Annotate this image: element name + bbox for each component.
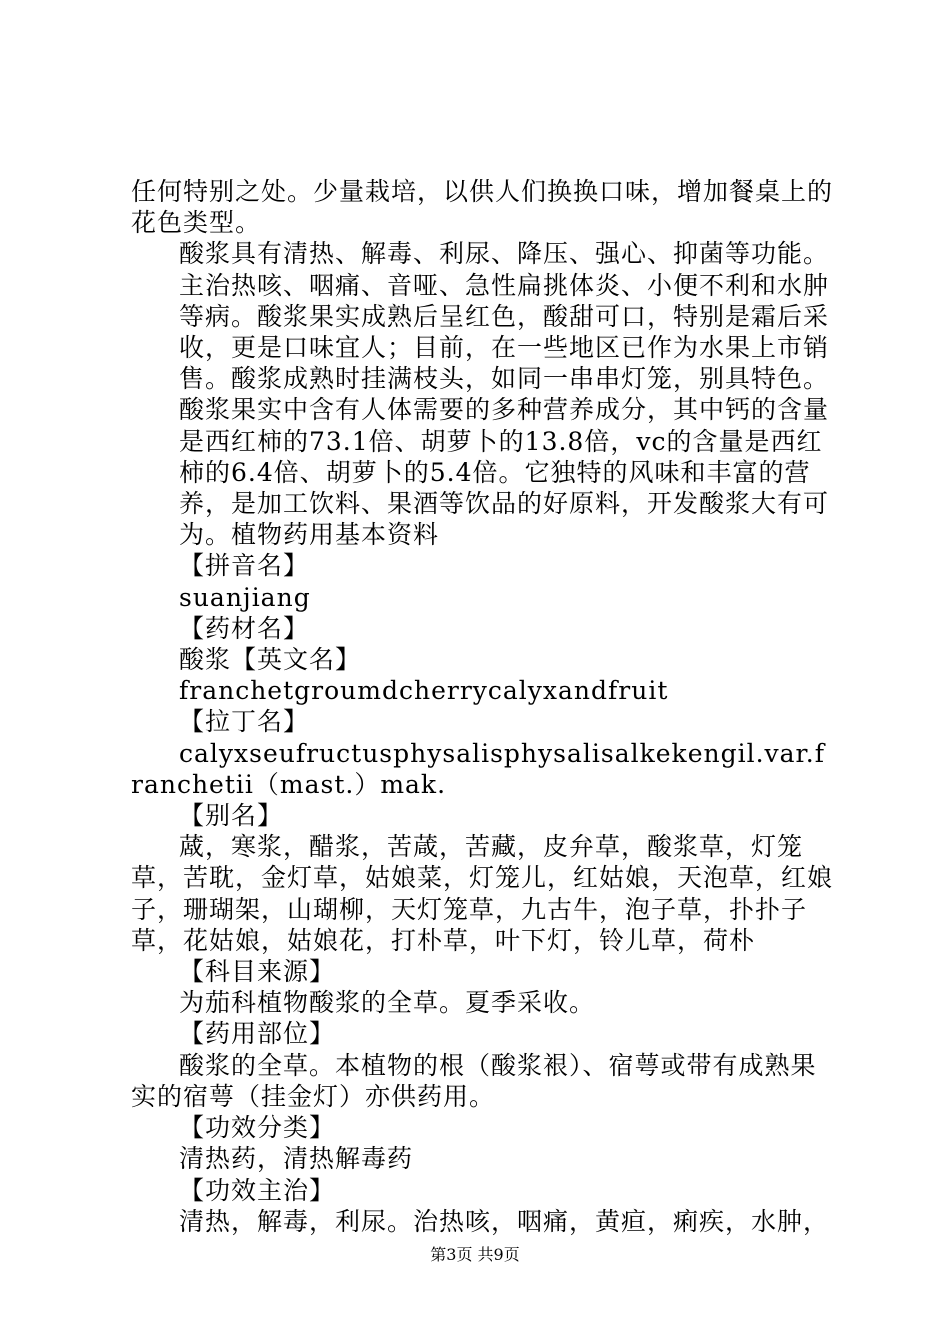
herb-name-english-heading: 酸浆【英文名】: [179, 645, 362, 675]
pinyin-value: suanjiang: [179, 582, 311, 612]
alias-value: 蒧，寒浆，醋浆，苦葴，苦藏，皮弁草，酸浆草，灯笼草，苦耽，金灯草，姑娘菜，灯笼儿，红姑娘，天泡草，红娘子，珊瑚架，山瑚柳，天灯笼草，九古牛，泡子草，扑扑子草，花姑娘，姑娘花，打朴草，叶下灯，铃儿草，荷朴: [131, 832, 834, 955]
section-heading-herb-name: 【药材名】: [179, 613, 310, 643]
page-number-footer: 第3页 共9页: [430, 1245, 520, 1264]
paragraph-continuation: 任何特别之处。少量栽培，以供人们换换口味，增加餐桌上的花色类型。: [131, 177, 834, 238]
section-heading-efficacy-class: 【功效分类】: [179, 1113, 336, 1143]
medicinal-part-value: 酸浆的全草。本植物的根（酸浆裉）、宿萼或带有成熟果实的宿萼（挂金灯）亦供药用。: [131, 1050, 817, 1111]
latin-name-value: calyxseufructusphysalisphysalisalkekengil.var.franchetii（mast.）mak.: [131, 738, 825, 799]
section-heading-alias: 【别名】: [179, 801, 284, 831]
section-heading-medicinal-part: 【药用部位】: [179, 1019, 336, 1049]
source-value: 为茄科植物酸浆的全草。夏季采收。: [179, 988, 596, 1018]
section-heading-pinyin: 【拼音名】: [179, 551, 310, 581]
efficacy-indication-value: 清热，解毒，利尿。治热咳，咽痛，黄疸，痢疾，水肿，: [179, 1206, 830, 1236]
document-body: [131, 176, 837, 1237]
paragraph-function: 酸浆具有清热、解毒、利尿、降压、强心、抑菌等功能。主治热咳、咽痛、音哑、急性扁挑体炎、小便不利和水肿等病。酸浆果实成熟后呈红色，酸甜可口，特别是霜后采收，更是口味宜人；目前，在一些地区已作为水果上市销售。酸浆成熟时挂满枝头，如同一串串灯笼，别具特色。酸浆果实中含有人体需要的多种营养成分，其中钙的含量是西红柿的73.1倍、胡萝卜的13.8倍，vc的含量是西红柿的6.4倍、胡萝卜的5.4倍。它独特的风味和丰富的营养，是加工饮料、果酒等饮品的好原料，开发酸浆大有可为。植物药用基本资料: [179, 239, 830, 550]
section-heading-efficacy-indication: 【功效主治】: [179, 1175, 336, 1205]
section-heading-source: 【科目来源】: [179, 957, 336, 987]
english-name-value: franchetgroumdcherrycalyxandfruit: [179, 676, 669, 706]
section-heading-latin: 【拉丁名】: [179, 707, 310, 737]
efficacy-class-value: 清热药，清热解毒药: [179, 1144, 414, 1174]
